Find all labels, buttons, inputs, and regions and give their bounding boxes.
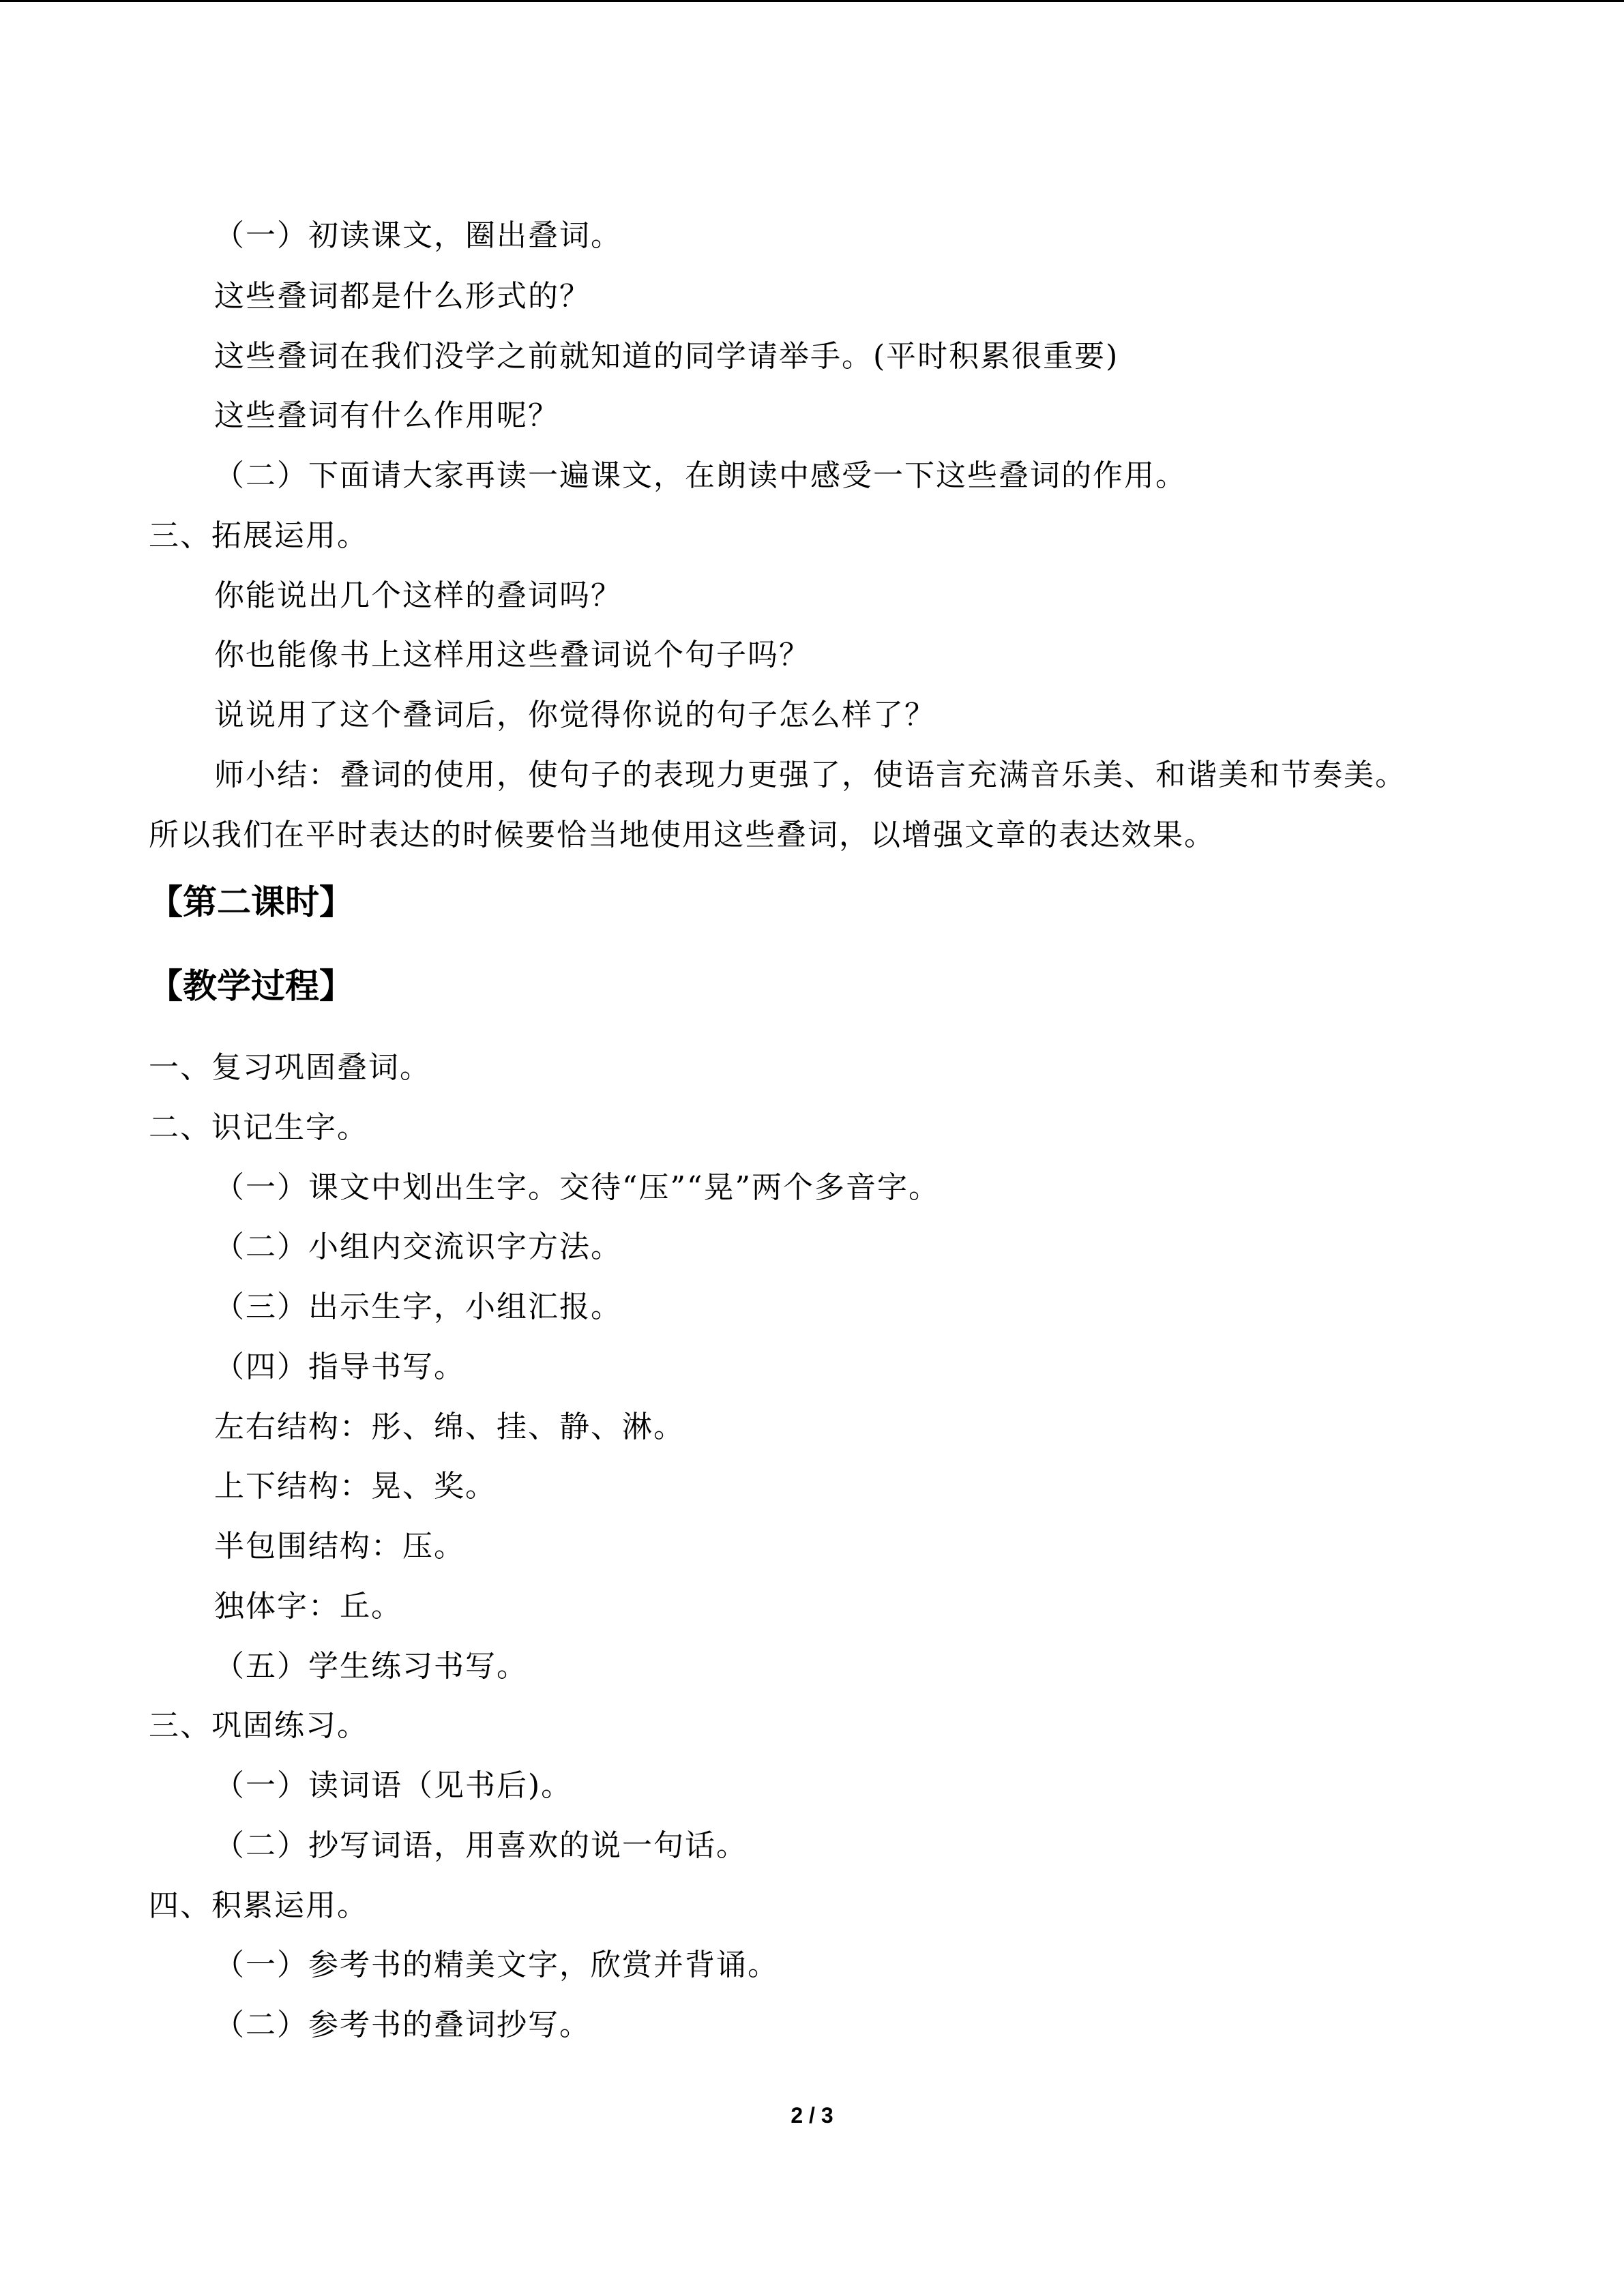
section-heading-line: 一、复习巩固叠词。 xyxy=(149,1050,431,1085)
paragraph-line: （一）参考书的精美文字，欣赏并背诵。 xyxy=(214,1948,779,1982)
paragraph-line: （二）小组内交流识字方法。 xyxy=(214,1229,622,1264)
paragraph-line: （三）出示生字，小组汇报。 xyxy=(214,1289,622,1324)
paragraph-line: 半包围结构：压。 xyxy=(214,1529,465,1564)
paragraph-line: （二）抄写词语，用喜欢的说一句话。 xyxy=(214,1828,748,1863)
paragraph-line: 说说用了这个叠词后，你觉得你说的句子怎么样了？ xyxy=(214,698,936,732)
paragraph-line: （四）指导书写。 xyxy=(214,1350,465,1384)
section-heading-line: 二、识记生字。 xyxy=(149,1110,368,1145)
paragraph-line: （一）初读课文，圈出叠词。 xyxy=(214,218,622,253)
paragraph-line: 你能说出几个这样的叠词吗？ xyxy=(214,578,622,613)
paragraph-line: 所以我们在平时表达的时候要恰当地使用这些叠词，以增强文章的表达效果。 xyxy=(149,818,1215,852)
section-heading-line: 三、巩固练习。 xyxy=(149,1708,368,1743)
paragraph-line: 师小结：叠词的使用，使句子的表现力更强了，使语言充满音乐美、和谐美和节奏美。 xyxy=(214,758,1406,792)
process-heading: 【教学过程】 xyxy=(149,966,353,1006)
paragraph-line: （一）课文中划出生字。交待“压”“晃”两个多音字。 xyxy=(214,1170,940,1205)
paragraph-line: 这些叠词有什么作用呢？ xyxy=(214,398,559,433)
paragraph-line: （一）读词语（见书后)。 xyxy=(214,1768,573,1803)
paragraph-line: 独体字：丘。 xyxy=(214,1589,402,1624)
paragraph-line: 左右结构：彤、绵、挂、静、淋。 xyxy=(214,1410,685,1444)
paragraph-line: （五）学生练习书写。 xyxy=(214,1649,528,1684)
lesson-heading: 【第二课时】 xyxy=(149,882,353,922)
page-number: 2 / 3 xyxy=(791,2103,833,2128)
paragraph-line: 你也能像书上这样用这些叠词说个句子吗？ xyxy=(214,638,810,672)
paragraph-line: 上下结构：晃、奖。 xyxy=(214,1469,497,1504)
paragraph-line: 这些叠词都是什么形式的？ xyxy=(214,279,591,314)
paragraph-line: （二）参考书的叠词抄写。 xyxy=(214,2008,591,2042)
section-heading-line: 三、拓展运用。 xyxy=(149,518,368,553)
paragraph-line: （二）下面请大家再读一遍课文，在朗读中感受一下这些叠词的作用。 xyxy=(214,458,1187,493)
section-heading-line: 四、积累运用。 xyxy=(149,1888,368,1923)
paragraph-line: 这些叠词在我们没学之前就知道的同学请举手。(平时积累很重要) xyxy=(214,339,1119,374)
